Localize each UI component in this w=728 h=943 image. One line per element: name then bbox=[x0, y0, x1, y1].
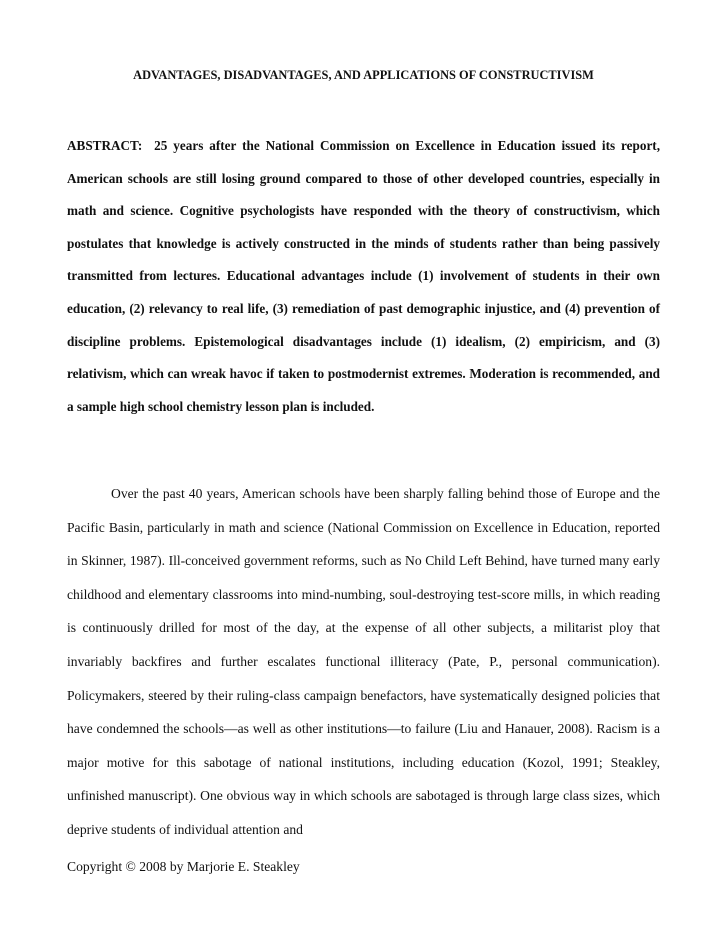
document-page bbox=[67, 0, 660, 943]
body-paragraph: Over the past 40 years, American schools have been sharply falling behind those of Europe and the Pacific Basin, particularly in math and science (National Commission on Excellence in Education, reported in Skinner, 1987). Ill-conceived government reforms, such as No Child Left Behind, have turned many early childhood and elementary classrooms into mind-numbing, soul-destroying test-score mills, in which reading is continuously drilled for most of the day, at the expense of all other subjects, a militarist ploy that invariably backfires and further escalates functional illiteracy (Pate, P., personal communication). Policymakers, steered by their ruling-class campaign benefactors, have systematically designed policies that have condemned the schools—as well as other institutions—to failure (Liu and Hanauer, 2008). Racism is a major motive for this sabotage of national institutions, including education (Kozol, 1991; Steakley, unfinished manuscript). One obvious way in which schools are sabotaged is through large class sizes, which deprive students of individual attention and bbox=[67, 486, 660, 837]
page-title: ADVANTAGES, DISADVANTAGES, AND APPLICATIONS OF CONSTRUCTIVISM bbox=[133, 68, 594, 82]
copyright-footer: Copyright © 2008 by Marjorie E. Steakley bbox=[67, 859, 300, 874]
abstract-text: 25 years after the National Commission on Excellence in Education issued its report, American schools are still losing ground compared to those of other developed countries, especially in math and science. Cognitive psychologists have responded with the theory of constructivism, which postulates that knowledge is actively constructed in the minds of students rather than being passively transmitted from lectures. Educational advantages include (1) involvement of students in their own education, (2) relevancy to real life, (3) remediation of past demographic injustice, and (4) prevention of discipline problems. Epistemological disadvantages include (1) idealism, (2) empiricism, and (3) relativism, which can wreak havoc if taken to postmodernist extremes. Moderation is recommended, and a sample high school chemistry lesson plan is included. bbox=[67, 138, 660, 414]
abstract-paragraph bbox=[67, 130, 660, 423]
abstract-label: ABSTRACT: bbox=[67, 138, 143, 153]
